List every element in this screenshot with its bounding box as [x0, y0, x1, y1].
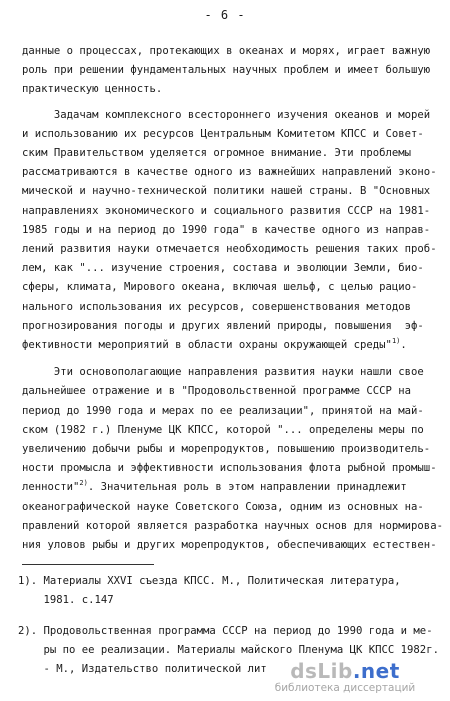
text-line-with-footnote — [22, 478, 432, 497]
text-line: ности промысла и эффективности использования флота рыбной промыш- — [22, 462, 437, 475]
text-fragment: . Значительная роль в этом направлении принадлежит — [87, 481, 407, 494]
text-line: сферы, климата, Мирового океана, включая шельф, с целью рацио- — [22, 281, 418, 294]
text-line: мической и научно-технической политики нашей страны. В "Основных — [22, 185, 431, 198]
text-line: ском (1982 г.) Пленуме ЦК КПСС, которой "... определены меры по — [22, 423, 424, 436]
footnote-1-line: 1). Материалы XXVI съезда КПСС. М., Политическая литература, — [18, 575, 401, 587]
text-line: лений развития науки отмечается необходимость решения таких проб- — [22, 243, 437, 256]
text-line: увеличению добычи рыбы и морепродуктов, повышению производитель- — [22, 443, 431, 456]
text-line: направлениях экономического и социального развития СССР на 1981- — [22, 204, 431, 217]
footnote-1-line: 1981. с.147 — [18, 594, 114, 606]
footnote-mark-2: 2) — [79, 479, 88, 488]
footnote-2-line: - М., Издательство политической лит — [18, 663, 267, 675]
text-fragment: фективности мероприятий в области охраны окружающей среды" — [22, 339, 392, 352]
text-line-with-footnote — [22, 336, 432, 355]
text-line: правлений которой является разработка научных основ для нормирова- — [22, 519, 443, 532]
main-paragraph — [22, 42, 443, 555]
dslib-logo: dsLib.net — [290, 659, 400, 683]
text-line: практическую ценность. — [22, 83, 163, 96]
text-fragment: ленности" — [22, 481, 80, 494]
text-fragment: . — [400, 339, 407, 352]
text-line: Задачам комплексного всестороннего изучения океанов и морей — [22, 108, 431, 121]
page-number: - 6 - — [204, 8, 246, 22]
watermark-subtitle: библиотека диссертаций — [274, 682, 416, 694]
text-line: роль при решении фундаментальных научных проблем и имеет большую — [22, 64, 431, 77]
text-line: лем, как "... изучение строения, состава и эволюции Земли, био- — [22, 262, 424, 275]
footnote-2-line: 2). Продовольственная программа СССР на период до 1990 года и ме- — [18, 625, 433, 637]
text-line: нального использования их ресурсов, совершенствования методов — [22, 300, 412, 313]
text-line: дальнейшее отражение и в "Продовольственной программе СССР на — [22, 385, 412, 398]
footnote-2-line: ры по ее реализации. Материалы майского Пленума ЦК КПСС 1982г. — [18, 644, 439, 656]
footnote-divider — [22, 564, 154, 565]
text-line: Эти основополагающие направления развития науки нашли свое — [22, 366, 424, 379]
text-line: океанографической науке Советского Союза, одним из основных на- — [22, 500, 424, 513]
text-line: период до 1990 года и мерах по ее реализации", принятой на май- — [22, 404, 424, 417]
text-line: рассматриваются в качестве одного из важнейших направлений эконо- — [22, 166, 437, 179]
text-line: и использованию их ресурсов Центральным Комитетом КПСС и Совет- — [22, 127, 424, 140]
text-line: ским Правительством уделяется огромное внимание. Эти проблемы — [22, 147, 412, 160]
text-line: ния уловов рыбы и других морепродуктов, обеспечивающих естествен- — [22, 539, 437, 552]
text-line: прогнозирования погоды и других явлений природы, повышения эф- — [22, 319, 424, 332]
text-line: 1985 годы и на период до 1990 года" в качестве одного из направ- — [22, 223, 431, 236]
dslib-watermark — [250, 660, 440, 695]
footnote-mark-1: 1) — [391, 337, 401, 346]
text-line: данные о процессах, протекающих в океанах и морях, играет важную — [22, 45, 431, 57]
